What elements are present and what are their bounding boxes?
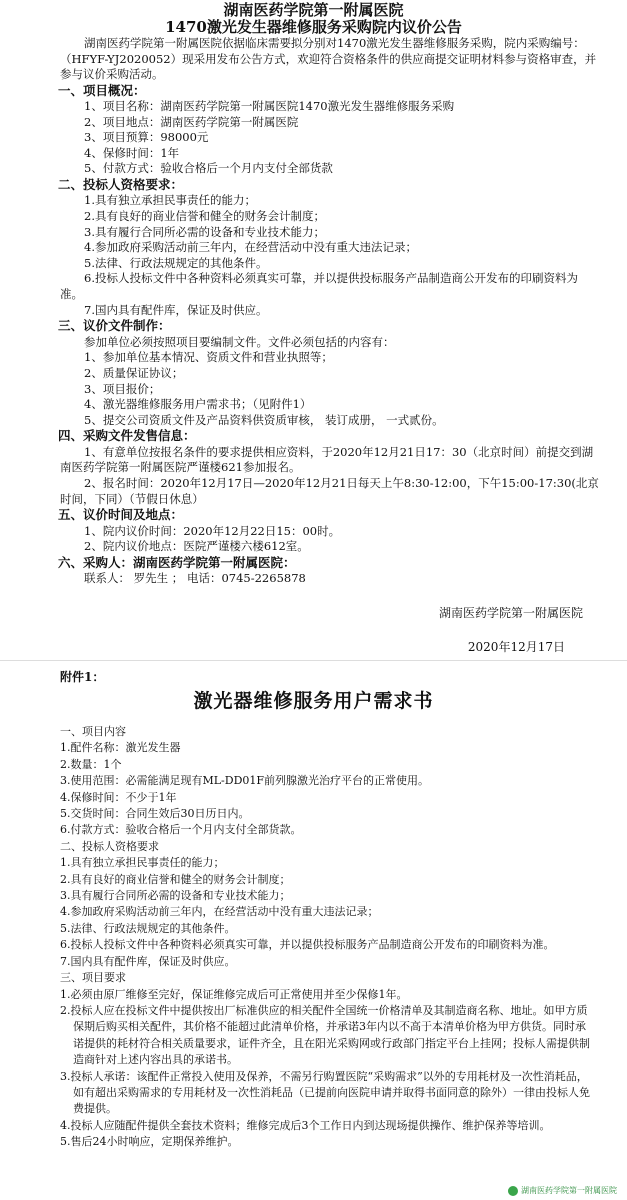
- section-3-item: 1、参加单位基本情况、资质文件和营业执照等；: [84, 350, 333, 365]
- section-6-heading: 六、采购人：湖南医药学院第一附属医院：: [58, 554, 296, 570]
- section-2-item: 1.具有独立承担民事责任的能力；: [84, 193, 256, 208]
- annex-line: 二、投标人资格要求: [60, 839, 159, 853]
- section-1-heading: 一、项目概况：: [58, 82, 146, 98]
- annex-label: 附件1：: [60, 670, 105, 684]
- section-3-item: 3、项目报价；: [84, 381, 161, 396]
- annex-line: 3.具有履行合同所必需的设备和专业技术能力；: [60, 889, 291, 903]
- section-3-heading: 三、议价文件制作：: [58, 318, 171, 334]
- annex-line: 6.投标人投标文件中各种资料必须真实可靠，并以提供投标服务产品制造商公开发布的印刷资料为准。: [60, 938, 555, 952]
- notice-title: 1470激光发生器维修服务采购院内议价公告: [165, 18, 462, 36]
- section-3-item: 2、质量保证协议；: [84, 365, 184, 380]
- notice-date: 2020年12月17日: [467, 640, 565, 654]
- section-1-item: 5、付款方式：验收合格后一个月内支付全部货款: [84, 161, 333, 176]
- annex-line: 7.国内具有配件库，保证及时供应。: [60, 954, 236, 968]
- annex-section-3-heading: 三、项目要求: [60, 971, 126, 985]
- logo-icon: [508, 1186, 518, 1196]
- notice-intro: 湖南医药学院第一附属医院依据临床需要拟分别对1470激光发生器维修服务采购，院内采购编号：（HFYF-YJ2020052）现采用发布公告方式，欢迎符合资格条件的供应商提交证明材料参与资格审查，并参与议价采购活动。: [60, 36, 597, 81]
- watermark-logo: [508, 1185, 617, 1196]
- contact-line: 联系人： 罗先生 ； 电话：0745-2265878: [84, 571, 306, 586]
- annex-line: 3.使用范围：必需能满足现有ML-DD01F前列腺激光治疗平台的正常使用。: [60, 774, 430, 788]
- annex-requirement: 5.售后24小时响应，定期保养维护。: [60, 1135, 239, 1149]
- section-4-item: 1、有意单位按报名条件的要求提供相应资料，于2020年12月21日17：30（北京时间）前提交到湖南医药学院第一附属医院严谨楼621参加报名。: [60, 444, 594, 475]
- section-2-item: 7.国内具有配件库，保证及时供应。: [84, 302, 268, 317]
- signature: 湖南医药学院第一附属医院: [438, 606, 583, 620]
- annex-line: 4.参加政府采购活动前三年内，在经营活动中没有重大违法记录；: [60, 905, 379, 919]
- section-1-item: 1、项目名称：湖南医药学院第一附属医院1470激光发生器维修服务采购: [84, 99, 455, 113]
- page-divider: [0, 660, 627, 661]
- notice-title-hospital: 湖南医药学院第一附属医院: [223, 1, 404, 19]
- section-5-heading: 五、议价时间及地点：: [58, 507, 184, 523]
- annex-page: [0, 662, 627, 1200]
- section-2-item: 6.投标人投标文件中各种资料必须真实可靠，并以提供投标服务产品制造商公开发布的印刷资料为准。: [60, 271, 578, 302]
- annex-requirement: 4.投标人应随配件提供全套技术资料；维修完成后3个工作日内到达现场提供操作、维护保养等培训。: [60, 1118, 551, 1132]
- section-1-item: 4、保修时间：1年: [84, 145, 180, 160]
- section-4-heading: 四、采购文件发售信息：: [58, 428, 196, 444]
- section-2-heading: 二、投标人资格要求：: [58, 176, 184, 192]
- section-3-lead: 参加单位必须按照项目要编制文件。文件必须包括的内容有：: [84, 334, 395, 349]
- section-3-item: 4、激光器维修服务用户需求书；（见附件1）: [84, 397, 312, 412]
- annex-requirement: 2.投标人应在投标文件中提供按出厂标准供应的相关配件全国统一价格清单及其制造商名称、地址。如甲方质保期后购买相关配件，其价格不能超过此清单价格，并承诺3年内以不高于本清单价格为甲方供货。同时承诺提供的耗材符合相关质量要求，证件齐全，且在阳光采购网或行政部门指定平台上挂网；投标人需提供制造商针对上述内容出具的承诺书。: [60, 1003, 590, 1067]
- annex-line: 一、项目内容: [60, 725, 126, 738]
- annex-line: 5.交货时间：合同生效后30日历日内。: [60, 807, 250, 821]
- section-2-item: 2.具有良好的商业信誉和健全的财务会计制度；: [84, 209, 325, 224]
- watermark-text: 湖南医药学院第一附属医院: [521, 1186, 617, 1195]
- annex-line: 1.配件名称：激光发生器: [60, 741, 181, 755]
- annex-line: 5.法律、行政法规规定的其他条件。: [60, 921, 236, 935]
- section-3-item: 5、提交公司资质文件及产品资料供资质审核， 装订成册， 一式贰份。: [84, 412, 444, 427]
- annex-line: 4.保修时间：不少于1年: [60, 790, 177, 804]
- annex-body: [60, 724, 596, 1151]
- section-5-item: 1、院内议价时间：2020年12月22日15：00时。: [84, 523, 341, 538]
- annex-requirement: 3.投标人承诺：该配件正常投入使用及保养，不需另行购置医院“采购需求”以外的专用耗材及一次性消耗品，如有超出采购需求的专用耗材及一次性消耗品（已提前向医院申请并取得书面同意的除外）一律由投标人免费提供。: [60, 1069, 590, 1116]
- section-2-item: 3.具有履行合同所必需的设备和专业技术能力；: [84, 224, 325, 239]
- section-4-item: 2、报名时间：2020年12月17日—2020年12月21日每天上午8:30-12:00，下午15:00-17:30(北京时间，下同）（节假日休息）: [60, 475, 599, 506]
- annex-title: 激光器维修服务用户需求书: [193, 690, 434, 712]
- annex-requirement: 1.必须由原厂维修至完好，保证维修完成后可正常使用并至少保修1年。: [60, 987, 408, 1001]
- section-5-item: 2、院内议价地点：医院严谨楼六楼612室。: [84, 539, 309, 554]
- annex-line: 1.具有独立承担民事责任的能力；: [60, 856, 225, 870]
- section-2-item: 5.法律、行政法规规定的其他条件。: [84, 255, 268, 270]
- annex-line: 6.付款方式：验收合格后一个月内支付全部货款。: [60, 823, 302, 837]
- section-1-item: 3、项目预算：98000元: [84, 130, 209, 145]
- annex-line: 2.数量：1个: [60, 757, 122, 771]
- annex-line: 2.具有良好的商业信誉和健全的财务会计制度；: [60, 872, 291, 886]
- section-1-item: 2、项目地点：湖南医药学院第一附属医院: [84, 114, 299, 129]
- section-2-item: 4.参加政府采购活动前三年内，在经营活动中没有重大违法记录；: [84, 240, 417, 255]
